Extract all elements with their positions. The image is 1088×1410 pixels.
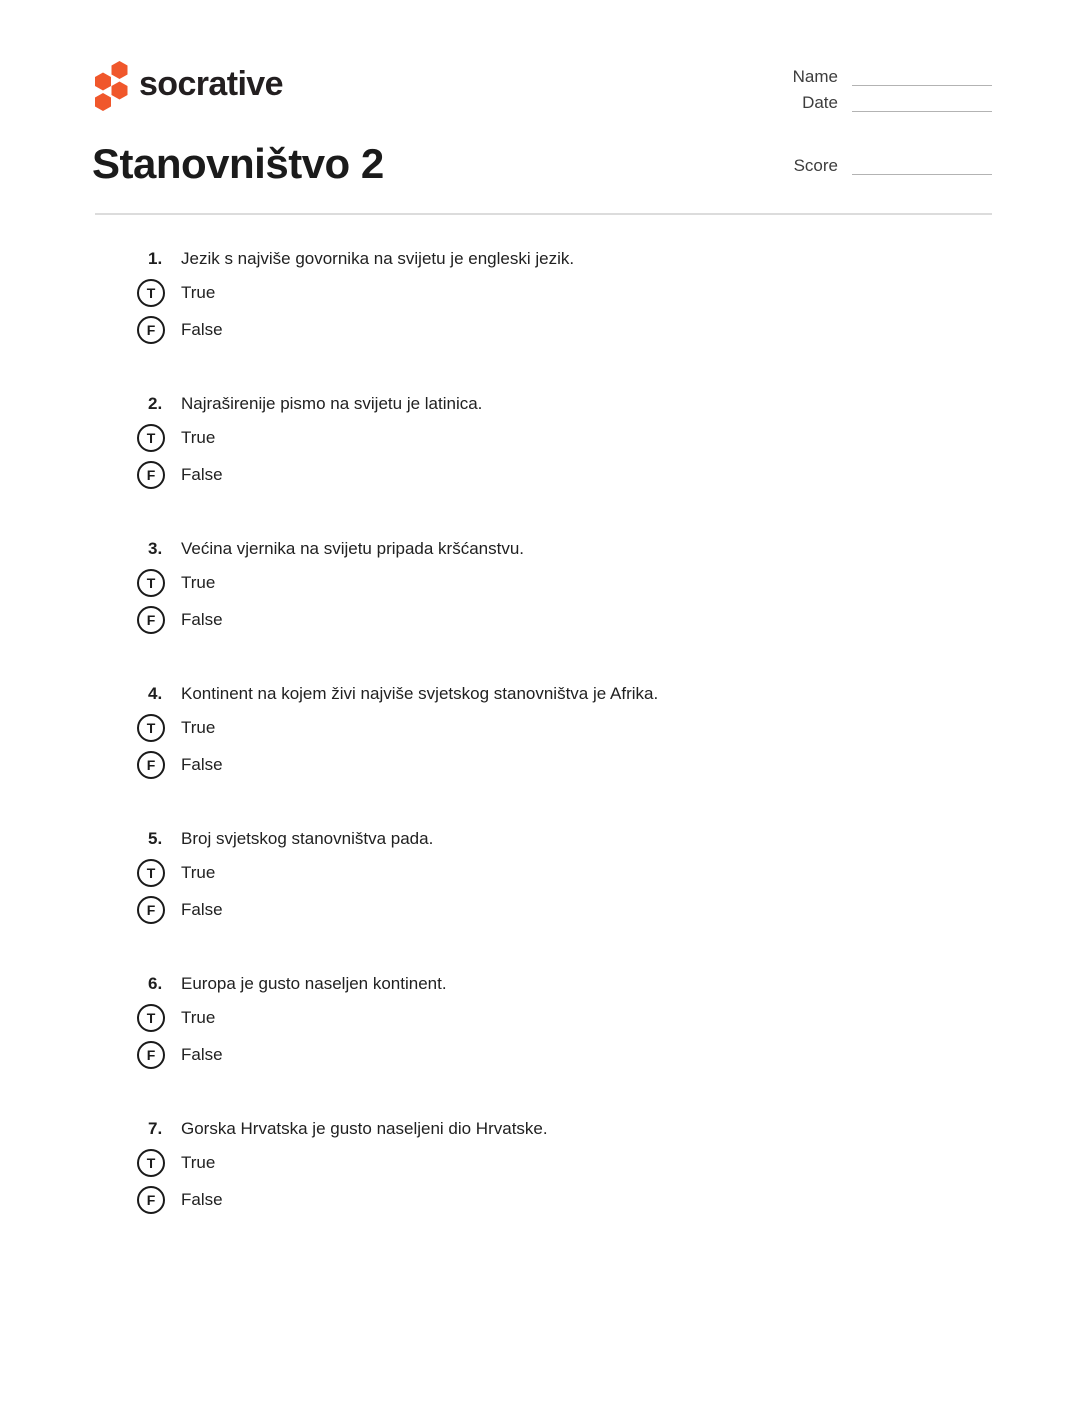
true-radio-circle[interactable]: T (137, 714, 165, 742)
question-text: Većina vjernika na svijetu pripada kršćanstvu. (181, 539, 525, 558)
true-radio-circle[interactable]: T (137, 569, 165, 597)
question-number: 1. (148, 249, 163, 268)
question-text: Jezik s najviše govornika na svijetu je engleski jezik. (181, 249, 575, 268)
false-radio-circle[interactable]: F (137, 751, 165, 779)
question-line (95, 537, 992, 560)
true-option[interactable] (137, 279, 992, 307)
question-line (95, 1117, 992, 1140)
name-blank-line[interactable] (852, 72, 992, 86)
name-field-row (793, 66, 992, 86)
true-option[interactable] (137, 1149, 992, 1177)
question-block (95, 827, 992, 924)
question-text: Broj svjetskog stanovništva pada. (181, 829, 434, 848)
question-number: 6. (148, 974, 163, 993)
false-radio-circle[interactable]: F (137, 896, 165, 924)
question-line (95, 682, 992, 705)
question-number: 3. (148, 539, 163, 558)
false-radio-circle[interactable]: F (137, 316, 165, 344)
true-option-label: True (181, 1008, 216, 1027)
date-field-row (802, 92, 992, 112)
true-option-label: True (181, 718, 216, 737)
answer-options (95, 714, 992, 779)
false-option[interactable] (137, 896, 992, 924)
header-divider (95, 213, 992, 215)
true-option-label: True (181, 283, 216, 302)
score-blank-line[interactable] (852, 161, 992, 175)
true-radio-circle[interactable]: T (137, 1004, 165, 1032)
true-option[interactable] (137, 1004, 992, 1032)
false-option-label: False (181, 1045, 223, 1064)
question-text: Gorska Hrvatska je gusto naseljeni dio Hrvatske. (181, 1119, 548, 1138)
question-block (95, 537, 992, 634)
question-number: 2. (148, 394, 163, 413)
question-line (95, 247, 992, 270)
answer-options (95, 569, 992, 634)
question-block (95, 247, 992, 344)
true-radio-circle[interactable]: T (137, 859, 165, 887)
false-radio-circle[interactable]: F (137, 606, 165, 634)
true-radio-circle[interactable]: T (137, 1149, 165, 1177)
answer-options (95, 279, 992, 344)
question-line (95, 972, 992, 995)
false-radio-circle[interactable]: F (137, 1186, 165, 1214)
true-radio-circle[interactable]: T (137, 279, 165, 307)
false-option[interactable] (137, 461, 992, 489)
false-option[interactable] (137, 751, 992, 779)
false-option[interactable] (137, 1041, 992, 1069)
answer-options (95, 1004, 992, 1069)
question-text: Najraširenije pismo na svijetu je latinica. (181, 394, 483, 413)
true-radio-circle[interactable]: T (137, 424, 165, 452)
question-line (95, 827, 992, 850)
name-label: Name (792, 67, 838, 86)
false-option[interactable] (137, 316, 992, 344)
true-option[interactable] (137, 569, 992, 597)
false-option-label: False (181, 900, 223, 919)
false-option-label: False (181, 1190, 223, 1209)
date-blank-line[interactable] (852, 98, 992, 112)
true-option-label: True (181, 428, 216, 447)
false-option-label: False (181, 465, 223, 484)
false-option-label: False (181, 610, 223, 629)
question-block (95, 392, 992, 489)
answer-options (95, 859, 992, 924)
true-option[interactable] (137, 424, 992, 452)
hexagon-cluster-icon (95, 59, 128, 111)
true-option[interactable] (137, 714, 992, 742)
date-label: Date (802, 93, 838, 112)
question-list (95, 247, 992, 1262)
question-line (95, 392, 992, 415)
question-text: Europa je gusto naseljen kontinent. (181, 974, 447, 993)
false-option-label: False (181, 320, 223, 339)
question-number: 5. (148, 829, 163, 848)
false-option-label: False (181, 755, 223, 774)
question-block (95, 972, 992, 1069)
true-option-label: True (181, 1153, 216, 1172)
logo-wordmark: socrative (139, 65, 283, 103)
false-radio-circle[interactable]: F (137, 461, 165, 489)
score-field-row (794, 155, 992, 175)
true-option[interactable] (137, 859, 992, 887)
answer-options (95, 424, 992, 489)
false-option[interactable] (137, 1186, 992, 1214)
page-title: Stanovništvo 2 (92, 140, 384, 187)
answer-options (95, 1149, 992, 1214)
true-option-label: True (181, 573, 216, 592)
false-radio-circle[interactable]: F (137, 1041, 165, 1069)
false-option[interactable] (137, 606, 992, 634)
question-text: Kontinent na kojem živi najviše svjetskog stanovništva je Afrika. (181, 684, 659, 703)
question-number: 7. (148, 1119, 163, 1138)
question-number: 4. (148, 684, 163, 703)
true-option-label: True (181, 863, 216, 882)
socrative-logo (95, 59, 128, 111)
score-label: Score (793, 156, 838, 175)
question-block (95, 682, 992, 779)
question-block (95, 1117, 992, 1214)
